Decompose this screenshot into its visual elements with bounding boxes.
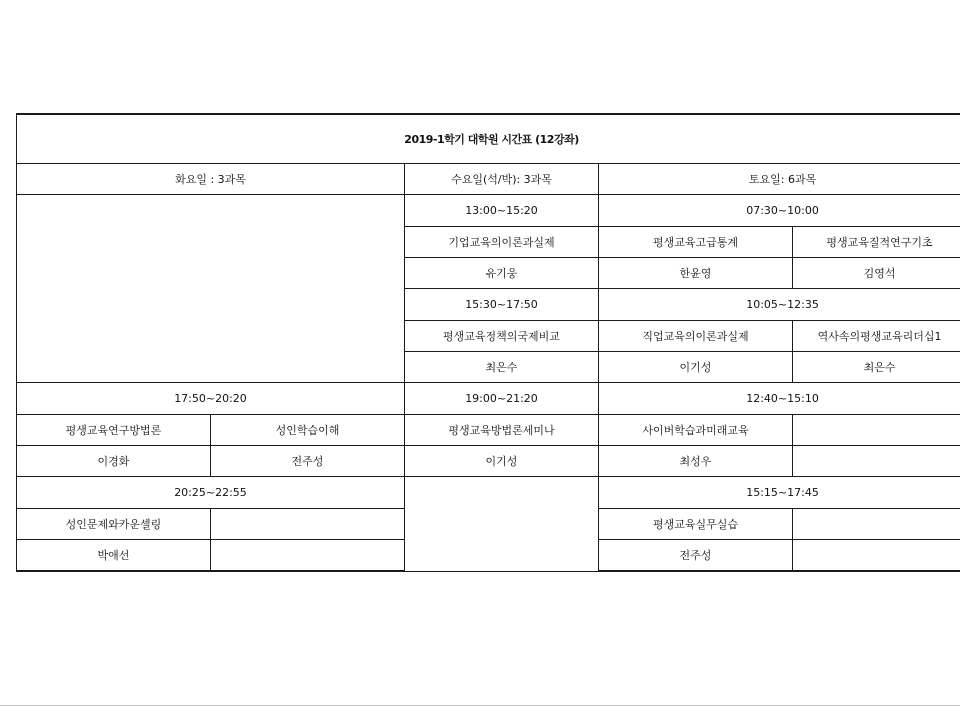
empty-cell	[793, 509, 960, 540]
course-name: 기업교육의이론과실제	[405, 227, 599, 258]
professor-name: 최은수	[405, 352, 599, 383]
time-slot: 12:40~15:10	[599, 383, 960, 415]
course-name: 평생교육실무실습	[599, 509, 793, 540]
professor-name: 박애선	[17, 540, 211, 572]
time-slot: 20:25~22:55	[17, 477, 405, 509]
time-slot: 19:00~21:20	[405, 383, 599, 415]
empty-cell	[793, 446, 960, 477]
page-title: 2019-1학기 대학원 시간표 (12강좌)	[17, 114, 960, 164]
professor-name: 전주성	[599, 540, 793, 572]
time-slot: 07:30~10:00	[599, 195, 960, 227]
empty-cell	[793, 540, 960, 572]
empty-cell	[211, 509, 405, 540]
page-bottom-divider	[0, 705, 960, 706]
professor-name: 최은수	[793, 352, 960, 383]
time-slot: 17:50~20:20	[17, 383, 405, 415]
timetable	[16, 113, 960, 572]
professor-name: 이기성	[405, 446, 599, 477]
course-name: 역사속의평생교육리더십1	[793, 321, 960, 352]
empty-cell	[405, 477, 599, 572]
professor-name: 유기웅	[405, 258, 599, 289]
course-name: 평생교육질적연구기초	[793, 227, 960, 258]
professor-name: 김영석	[793, 258, 960, 289]
time-slot: 15:15~17:45	[599, 477, 960, 509]
day-header-wednesday: 수요일(석/박): 3과목	[405, 164, 599, 195]
professor-name: 전주성	[211, 446, 405, 477]
course-name: 평생교육연구방법론	[17, 415, 211, 446]
day-header-tuesday: 화요일 : 3과목	[17, 164, 405, 195]
course-name: 성인문제와카운셀링	[17, 509, 211, 540]
course-name: 사이버학습과미래교육	[599, 415, 793, 446]
professor-name: 이경화	[17, 446, 211, 477]
empty-cell	[17, 195, 405, 383]
day-header-saturday: 토요일: 6과목	[599, 164, 960, 195]
time-slot: 15:30~17:50	[405, 289, 599, 321]
course-name: 평생교육정책의국제비교	[405, 321, 599, 352]
empty-cell	[211, 540, 405, 572]
course-name: 평생교육방법론세미나	[405, 415, 599, 446]
time-slot: 13:00~15:20	[405, 195, 599, 227]
course-name: 직업교육의이론과실제	[599, 321, 793, 352]
empty-cell	[793, 415, 960, 446]
time-slot: 10:05~12:35	[599, 289, 960, 321]
professor-name: 한윤영	[599, 258, 793, 289]
professor-name: 이기성	[599, 352, 793, 383]
course-name: 평생교육고급통계	[599, 227, 793, 258]
course-name: 성인학습이해	[211, 415, 405, 446]
professor-name: 최성우	[599, 446, 793, 477]
